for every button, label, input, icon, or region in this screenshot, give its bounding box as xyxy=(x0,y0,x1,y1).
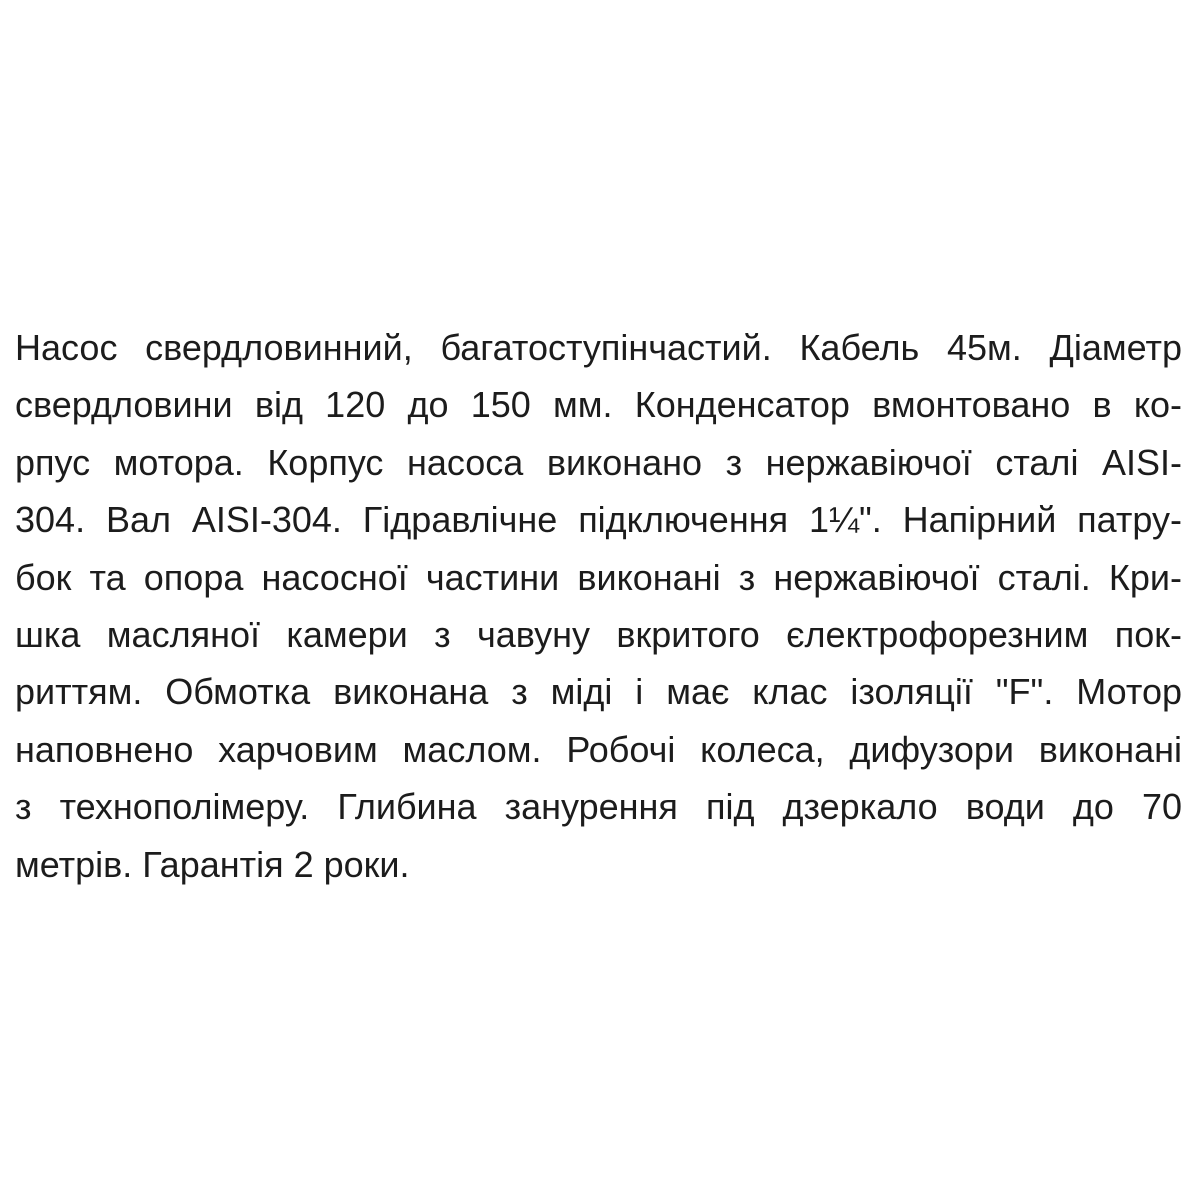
text-line: свердловини від 120 до 150 мм. Конденсатор вмонтовано в ко- xyxy=(15,384,1182,426)
text-line: рпус мотора. Корпус насоса виконано з нержавіючої сталі AISI- xyxy=(15,441,1182,483)
product-description xyxy=(15,319,1182,893)
text-line: метрів. Гарантія 2 роки. xyxy=(15,843,410,885)
text-line: 304. Вал AISI-304. Гідравлічне підключення 1¼". Напірний патру- xyxy=(15,499,1182,541)
text-line: Насос свердловинний, багатоступінчастий. Кабель 45м. Діаметр xyxy=(15,327,1182,368)
text-line: наповнено харчовим маслом. Робочі колеса, дифузори виконані xyxy=(15,728,1182,770)
text-line: з технополімеру. Глибина занурення під дзеркало води до 70 xyxy=(15,786,1182,828)
text-line: риттям. Обмотка виконана з міді і має клас ізоляції "F". Мотор xyxy=(15,671,1182,713)
text-line: шка масляної камери з чавуну вкритого єлектрофорезним пок- xyxy=(15,613,1182,655)
text-line: бок та опора насосної частини виконані з нержавіючої сталі. Кри- xyxy=(15,556,1182,598)
